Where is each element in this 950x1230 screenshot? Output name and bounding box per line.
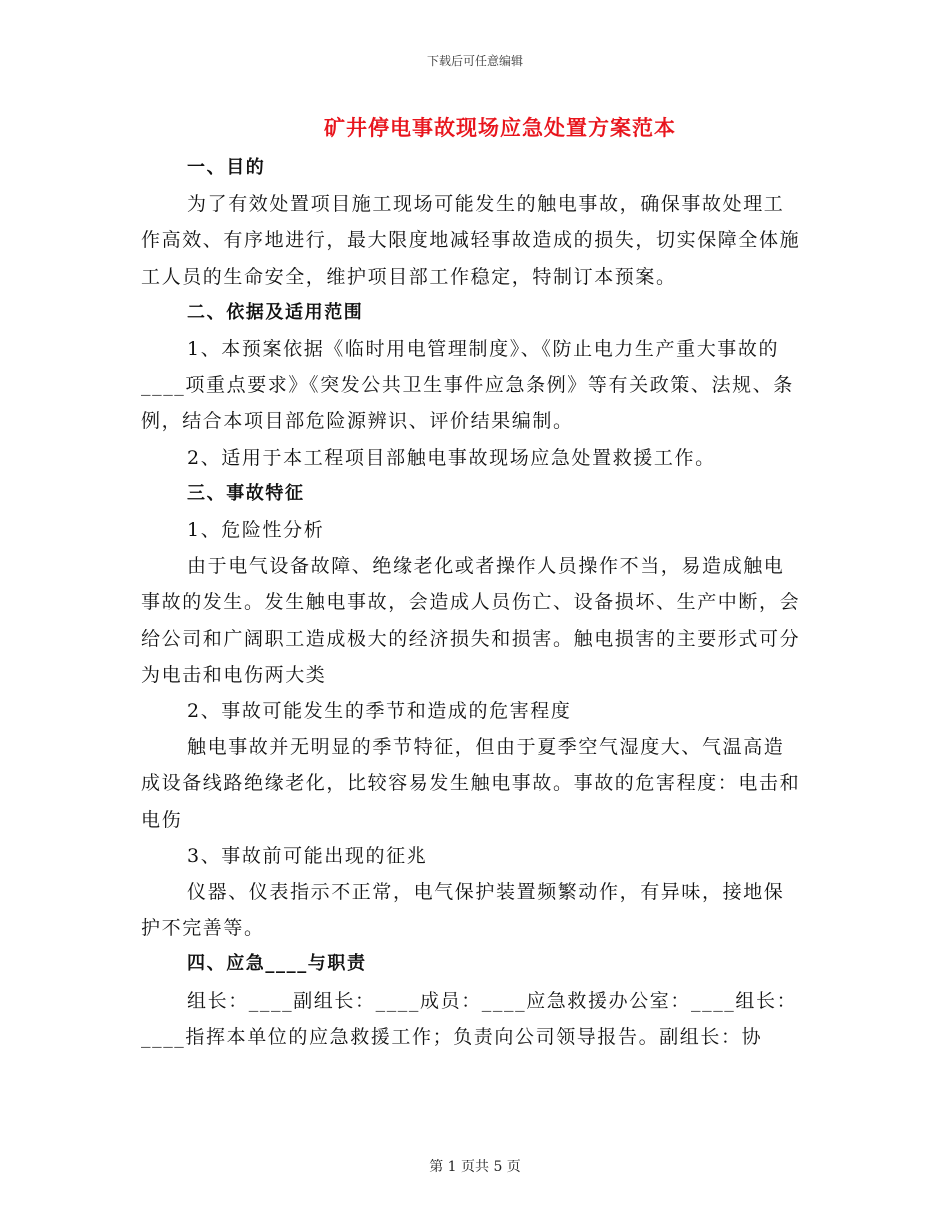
subheading-season-harm: 2、事故可能发生的季节和造成的危害程度 bbox=[187, 700, 572, 723]
page-header-note: 下载后可任意编辑 bbox=[426, 54, 523, 68]
paragraph-purpose: 为了有效处置项目施工现场可能发生的触电事故，确保事故处理工作高效、有序地进行，最大限度地减轻事故造成的损失，切实保障全体施工人员的生命安全，维护项目部工作稳定，特制订本预案。 bbox=[141, 193, 801, 288]
subheading-precursors: 3、事故前可能出现的征兆 bbox=[187, 844, 428, 867]
document-title: 矿井停电事故现场应急处置方案范本 bbox=[324, 116, 676, 140]
subheading-risk-analysis: 1、危险性分析 bbox=[187, 519, 325, 542]
document-body bbox=[141, 150, 801, 1055]
paragraph-season-harm: 触电事故并无明显的季节特征，但由于夏季空气湿度大、气温高造成设备线路绝缘老化，比较容易发生触电事故。事故的危害程度：电击和电伤 bbox=[141, 736, 801, 831]
paragraph-risk-analysis: 由于电气设备故障、绝缘老化或者操作人员操作不当，易造成触电事故的发生。发生触电事故，会造成人员伤亡、设备损坏、生产中断，会给公司和广阔职工造成极大的经济损失和损害。触电损害的主要形式可分为电击和电伤两大类 bbox=[141, 555, 801, 686]
section-heading-basis-scope: 二、依据及适用范围 bbox=[187, 301, 364, 323]
section-heading-emergency-duties: 四、应急____与职责 bbox=[187, 953, 367, 975]
section-heading-accident-features: 三、事故特征 bbox=[187, 482, 305, 504]
paragraph-scope: 2、适用于本工程项目部触电事故现场应急处置救援工作。 bbox=[187, 446, 716, 469]
paragraph-emergency-duties: 组长：____副组长：____成员：____应急救援办公室：____组长：____指挥本单位的应急救援工作；负责向公司领导报告。副组长：协 bbox=[141, 989, 798, 1048]
page-footer-number: 第 1 页共 5 页 bbox=[429, 1159, 521, 1175]
paragraph-precursors: 仪器、仪表指示不正常，电气保护装置频繁动作，有异味，接地保护不完善等。 bbox=[141, 881, 785, 940]
section-heading-purpose: 一、目的 bbox=[187, 157, 266, 178]
paragraph-basis: 1、本预案依据《临时用电管理制度》、《防止电力生产重大事故的____项重点要求》《突发公共卫生事件应急条例》等有关政策、法规、条例，结合本项目部危险源辨识、评价结果编制。 bbox=[141, 338, 794, 433]
